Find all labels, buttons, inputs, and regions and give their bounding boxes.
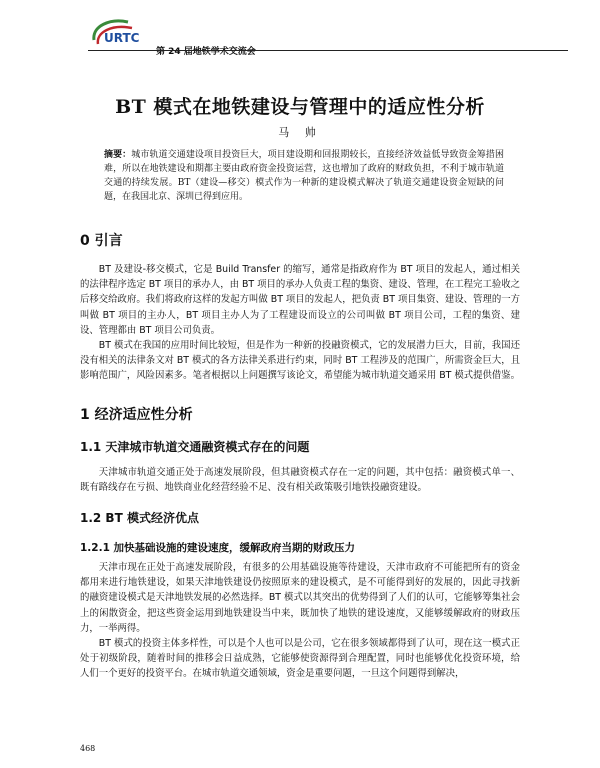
paragraph: BT 模式在我国的应用时间比较短，但是作为一种新的投融资模式，它的发展潜力巨大，目前，我国还没有相关的法律条文对 BT 模式的各方法律关系进行约束，同时 BT 工程涉及的范围广，所需资金巨大，且影响范围广，风险因素多。笔者根据以上问题撰写该论文，希望能为城市轨道交通采用 BT 模式提供借鉴。 xyxy=(80,340,520,382)
paper-body xyxy=(80,230,520,682)
paragraph: BT 模式的投资主体多样性，可以是个人也可以是公司，它在很多领域都得到了认可，现在这一模式正处于初级阶段，随着时间的推移会日益成熟，它能够使资源得到合理配置，同时也能够优化投资环境，给人们一个更好的投资平台。在城市轨道交通领域，资金是重要问题，一旦这个问题得到解决， xyxy=(80,638,520,680)
subsection-heading: 1.2 BT 模式经济优点 xyxy=(80,511,199,526)
running-header xyxy=(88,14,568,60)
conference-name: 第 24 届地铁学术交流会 xyxy=(156,47,256,57)
section-heading: 0 引言 xyxy=(80,233,123,249)
paragraph: 天津市现在正处于高速发展阶段，有很多的公用基础设施等待建设，天津市政府不可能把所有的资金都用来进行地铁建设，如果天津地铁建设仍按照原来的建设模式，是不可能得到好的发展的，因此寻找新的融资建设模式是天津地铁发展的必然选择。BT 模式以其突出的优势得到了人们的认可，它能够筹集社会上的闲散资金，把这些资金运用到地铁建设当中来，既加快了地铁的建设速度，又能够缓解政府的财政压力，一举两得。 xyxy=(80,562,520,634)
urtc-logo xyxy=(88,14,148,50)
paragraph: BT 及建设-移交模式，它是 Build Transfer 的缩写，通常是指政府作为 BT 项目的发起人，通过相关的法律程序选定 BT 项目的承办人，由 BT 项目的承办人负责工程的集资、建设、管理，在工程完工验收之后移交给政府。我们将政府这样的发起方叫做 BT 项目的发起人，把负责 BT 项目集资、建设、管理的一方叫做 BT 项目的主办人，BT 项目主办人为了工程建设而设立的公司叫做 BT 项目公司，工程的集资、建设、管理都由 BT 项目公司负责。 xyxy=(80,264,520,336)
paper-title: BT 模式在地铁建设与管理中的适应性分析 xyxy=(115,96,485,118)
author: 马 帅 xyxy=(278,126,322,139)
header-divider xyxy=(88,50,568,51)
abstract-text: 城市轨道交通建设项目投资巨大，项目建设期和回报期较长，直接经济效益低导致资金筹措困难，所以在地铁建设和期都主要由政府资金投资运营，这也增加了政府的财政负担，不利于城市轨道交通的持续发展。BT（建设—移交）模式作为一种新的建设模式解决了轨道交通建设资金短缺的问题，在我国北京、深圳已得到应用。 xyxy=(104,150,504,202)
abstract-label: 摘要： xyxy=(104,150,132,160)
subsection-heading: 1.1 天津城市轨道交通融资模式存在的问题 xyxy=(80,439,310,454)
page-number: 468 xyxy=(80,744,96,753)
logo-text: URTC xyxy=(104,31,140,45)
subsubsection-heading: 1.2.1 加快基础设施的建设速度，缓解政府当期的财政压力 xyxy=(80,542,356,555)
abstract xyxy=(104,148,504,204)
paragraph: 天津城市轨道交通正处于高速发展阶段，但其融资模式存在一定的问题，其中包括：融资模式单一、既有路线存在亏损、地铁商业化经营经验不足、没有相关政策吸引地铁投融资建设。 xyxy=(80,466,520,493)
section-heading: 1 经济适应性分析 xyxy=(80,406,193,423)
